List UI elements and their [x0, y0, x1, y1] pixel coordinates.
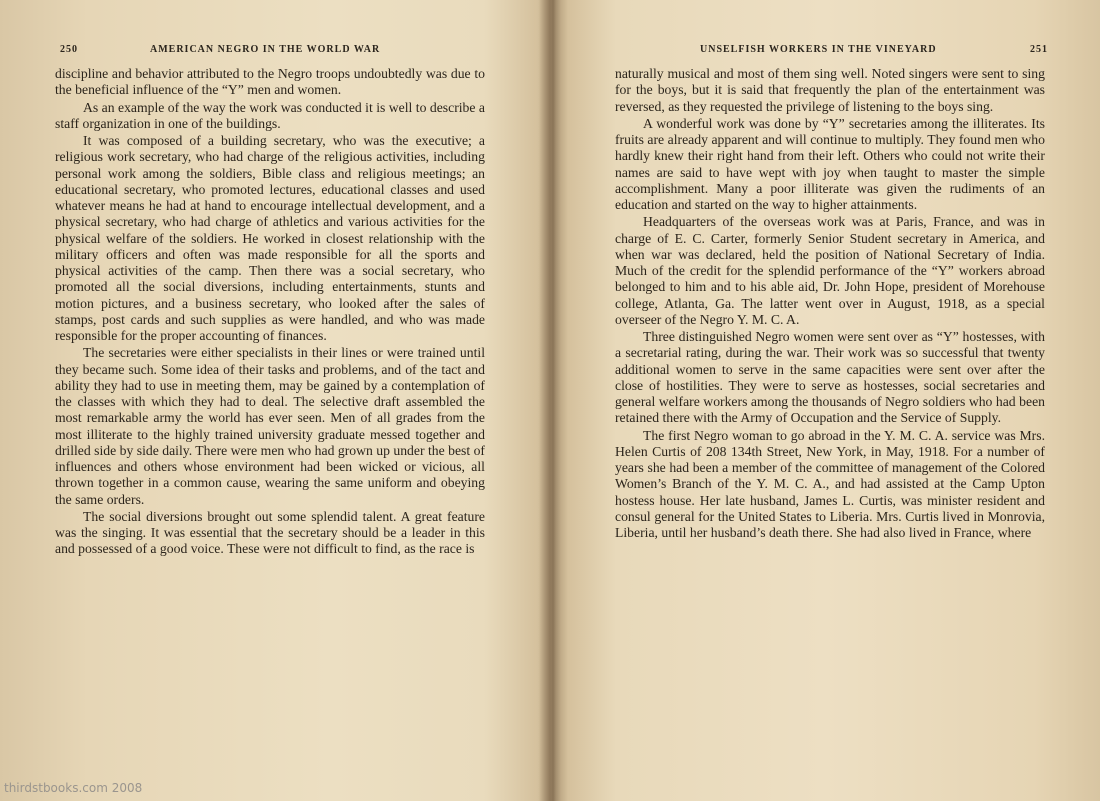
paragraph: discipline and behavior attributed to the Negro troops undoubtedly was due to the beneficial influence of the “Y” men and women. [55, 66, 485, 98]
paragraph: It was composed of a building secretary, who was the executive; a religious work secretary, who had charge of the religious activities, including personal work among the soldiers, Bible class and religious meetings; an educational secretary, who promoted lectures, educational classes and used whatever means he had at hand to encourage intellectual development, and a physical secretary, who had charge of athletics and various activities for the physical welfare of the soldiers. He worked in closest relationship with the military officers and often was made responsible for all the sports and physical activities of the camp. Then there was a social secretary, who promoted all the social diversions, including entertainments, stunts and motion pictures, and a business secretary, who looked after the sales of stamps, post cards and such supplies as were handled, and who was made responsible for the proper accounting of finances. [55, 133, 485, 343]
watermark: thirdstbooks.com 2008 [4, 781, 143, 795]
right-page-number: 251 [1030, 44, 1048, 55]
left-running-head: AMERICAN NEGRO IN THE WORLD WAR [150, 44, 381, 55]
paragraph: The secretaries were either specialists in their lines or were trained until they became such. Some idea of their tasks and problems, and of the tact and ability they had to use in meeting them, may be gained by a contemplation of the classes with which they had to deal. The selective draft assembled the most remarkable army the world has ever seen. Men of all grades from the most illiterate to the highly trained university graduate messed together and drilled side by side daily. There were men who had grown up under the best of influences and others whose environment had been wicked or vicious, all thrown together in a common cause, wearing the same uniform and obeying the same orders. [55, 345, 485, 507]
paragraph: As an example of the way the work was conducted it is well to describe a staff organization in one of the buildings. [55, 99, 485, 131]
left-page-body [55, 66, 485, 558]
paragraph: The first Negro woman to go abroad in the Y. M. C. A. service was Mrs. Helen Curtis of 208 134th Street, New York, in May, 1918. For a number of years she had been a member of the committee of management of the Colored Women’s Branch of the Y. M. C. A., and had assisted at the Camp Upton hostess house. Her late husband, James L. Curtis, was minister resident and consul general for the United States to Liberia. Mrs. Curtis lived in Monrovia, Liberia, until her husband’s death there. She had also lived in France, where [615, 427, 1045, 540]
paragraph: Three distinguished Negro women were sent over as “Y” hostesses, with a secretarial rating, during the war. Their work was so successful that twenty additional women to serve in the same capacities were sent over after the close of hostilities. They were to serve as hostesses, social secretaries and general welfare workers among the thousands of Negro soldiers who had been retained there with the Army of Occupation and the Service of Supply. [615, 329, 1045, 426]
paragraph: Headquarters of the overseas work was at Paris, France, and was in charge of E. C. Carter, formerly Senior Student secretary in America, and when war was declared, held the position of National Secretary of India. Much of the credit for the splendid performance of the “Y” workers abroad belonged to him and to his able aid, Dr. John Hope, president of Morehouse college, Atlanta, Ga. The latter went over in August, 1918, as a special overseer of the Negro Y. M. C. A. [615, 214, 1045, 327]
right-page [615, 0, 1048, 801]
right-page-body [615, 66, 1045, 541]
paragraph: naturally musical and most of them sing well. Noted singers were sent to sing for the boys, but it is said that frequently the plan of the entertainment was reversed, as they requested the privilege of listening to the boys sing. [615, 66, 1045, 114]
paragraph: A wonderful work was done by “Y” secretaries among the illiterates. Its fruits are already apparent and will continue to multiply. They found men who hardly knew their right hand from their left. Others who could not write their names are said to have wept with joy when taught to master the simple accomplishment. Many a poor illiterate was given the rudiments of an education and started on the way to higher attainments. [615, 115, 1045, 212]
left-page [55, 0, 485, 801]
book-spine [538, 0, 568, 801]
left-page-number: 250 [60, 44, 78, 55]
paragraph: The social diversions brought out some splendid talent. A great feature was the singing. It was essential that the secretary should be a leader in this and possessed of a good voice. These were not difficult to find, as the race is [55, 508, 485, 557]
right-running-head: UNSELFISH WORKERS IN THE VINEYARD [700, 44, 937, 55]
